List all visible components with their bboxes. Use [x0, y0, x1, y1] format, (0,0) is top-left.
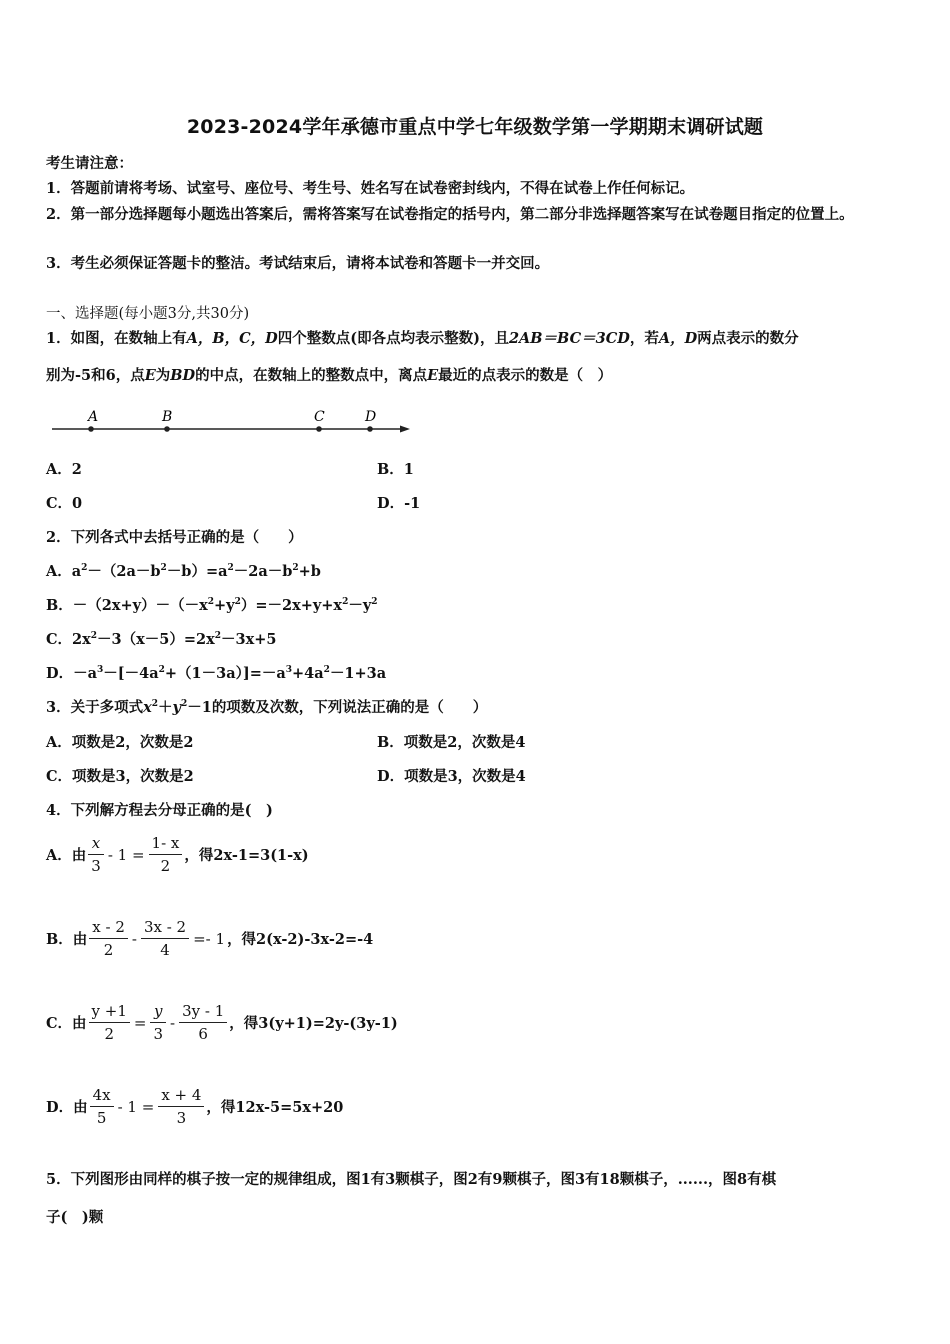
q5-stem-line2: 子( )颗	[46, 1209, 104, 1226]
q3-option-c[interactable]: C．项数是3，次数是2	[46, 768, 194, 785]
q4-stem: 4．下列解方程去分母正确的是( )	[46, 802, 273, 819]
q4-option-b[interactable]: B．由 $\frac{x - 2}{2}$ - $\frac{3x - 2}{4}$ =- 1 ，得2(x-2)-3x-2=-4	[46, 918, 374, 959]
q1-option-b[interactable]: B．1	[377, 461, 414, 478]
fraction: $\frac{y}{3}$	[150, 1000, 166, 1045]
q4-option-c[interactable]: C．由 $\frac{y +1}{2}$ = $\frac{y}{3}$ - $\frac{3y - 1}{6}$ ，得3(y+1)=2y-(3y-1)	[46, 1002, 398, 1043]
q2-stem: 2．下列各式中去括号正确的是（ ）	[46, 529, 303, 546]
fraction: $\frac{3y - 1}{6}$	[179, 1000, 227, 1045]
q2-option-b[interactable]: B．$-(2x+y)-(-x^2+y^2)=-2x+y+x^2-y^2$	[46, 597, 378, 614]
fraction: $\frac{x + 4}{3}$	[158, 1084, 204, 1129]
fraction: $\frac{y +1}{2}$	[89, 1000, 130, 1045]
label-a: A	[88, 409, 99, 425]
point-c-dot	[316, 426, 322, 432]
q4-option-d[interactable]: D．由 $\frac{4x}{5}$ - 1 = $\frac{x + 4}{3}$ ，得12x-5=5x+20	[46, 1086, 344, 1127]
notice-item-3: 3．考生必须保证答题卡的整洁。考试结束后，请将本试卷和答题卡一并交回。	[46, 255, 550, 272]
q4-option-a[interactable]: A．由 $\frac{x}{3}$ - 1 = $\frac{1- x}{2}$ ，得2x-1=3(1-x)	[46, 834, 309, 875]
q3-option-d[interactable]: D．项数是3，次数是4	[377, 768, 526, 785]
section-heading: 一、选择题(每小题3分,共30分)	[46, 306, 250, 322]
q3-stem: 3．关于多项式$x^2+y^2-1$的项数及次数，下列说法正确的是（ ）	[46, 699, 488, 716]
point-a-dot	[88, 426, 94, 432]
label-c: C	[314, 409, 325, 425]
arrow-head-icon	[400, 426, 410, 433]
notice-heading: 考生请注意：	[46, 155, 133, 172]
notice-item-1: 1．答题前请将考场、试室号、座位号、考生号、姓名写在试卷密封线内，不得在试卷上作任何标记。	[46, 180, 695, 197]
q1-stem-line2: 别为-5和6，点E为BD的中点，在数轴上的整数点中，离点E最近的点表示的数是（ ）	[46, 367, 613, 384]
q1-option-d[interactable]: D．-1	[377, 495, 421, 512]
q1-option-a[interactable]: A．2	[46, 461, 82, 478]
notice-item-2: 2．第一部分选择题每小题选出答案后，需将答案写在试卷指定的括号内，第二部分非选择题答案写在试卷题目指定的位置上。	[46, 206, 854, 223]
fraction: $\frac{x - 2}{2}$	[89, 916, 128, 961]
q2-option-a[interactable]: A．$a^2-(2a-b^2-b)=a^2-2a-b^2+b$	[46, 563, 321, 580]
number-line-figure	[50, 405, 420, 439]
q3-option-a[interactable]: A．项数是2，次数是2	[46, 734, 194, 751]
fraction: $\frac{x}{3}$	[88, 832, 104, 877]
fraction: $\frac{1- x}{2}$	[149, 832, 183, 877]
label-d: D	[365, 409, 377, 425]
fraction: $\frac{3x - 2}{4}$	[141, 916, 189, 961]
point-d-dot	[367, 426, 373, 432]
page-title: 2023-2024学年承德市重点中学七年级数学第一学期期末调研试题	[186, 116, 764, 138]
q1-option-c[interactable]: C．0	[46, 495, 83, 512]
q2-option-d[interactable]: D．$-a^3-[-4a^2+(1-3a)]=-a^3+4a^2-1+3a$	[46, 665, 387, 682]
q2-option-c[interactable]: C．$2x^2-3(x-5)=2x^2-3x+5$	[46, 631, 277, 648]
point-b-dot	[164, 426, 170, 432]
q3-option-b[interactable]: B．项数是2，次数是4	[377, 734, 526, 751]
fraction: $\frac{4x}{5}$	[90, 1084, 114, 1129]
q5-stem-line1: 5．下列图形由同样的棋子按一定的规律组成，图1有3颗棋子，图2有9颗棋子，图3有18颗棋子，......，图8有棋	[46, 1171, 777, 1188]
q1-stem-line1: 1．如图，在数轴上有A，B，C，D四个整数点(即各点均表示整数)，且2AB＝BC＝3CD，若A，D两点表示的数分	[46, 330, 799, 347]
label-b: B	[162, 409, 173, 425]
